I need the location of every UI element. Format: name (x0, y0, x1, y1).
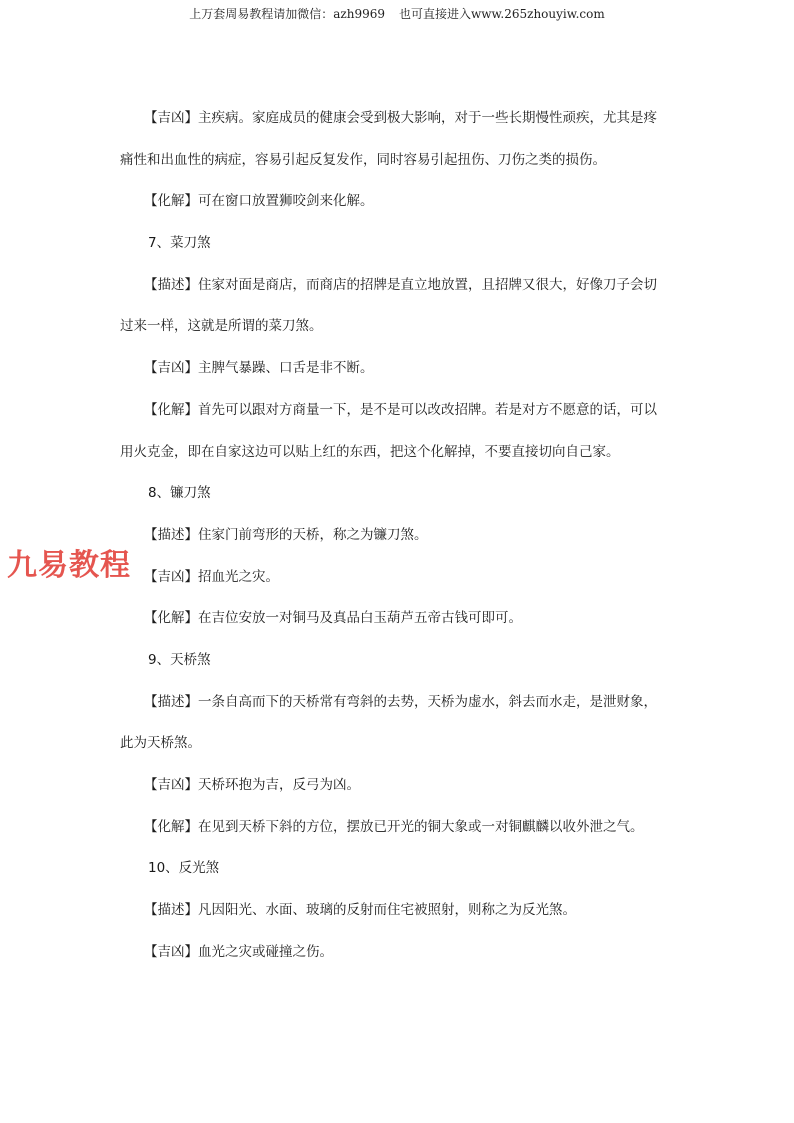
line-text: 【描述】凡因阳光、水面、玻璃的反射而住宅被照射，则称之为反光煞。 (144, 902, 576, 919)
line-text: 【描述】住家对面是商店，而商店的招牌是直立地放置，且招牌又很大，好像刀子会切 (144, 276, 657, 293)
heading-text: 8、镰刀煞 (148, 485, 211, 502)
paragraph-line (120, 565, 682, 607)
line-text: 【化解】可在窗口放置狮咬剑来化解。 (144, 193, 374, 210)
paragraph-line (120, 398, 682, 440)
document-body (120, 106, 682, 981)
paragraph-line (120, 815, 682, 857)
watermark-logo: 九易教程 (7, 548, 131, 583)
line-text: 【描述】一条自高而下的天桥常有弯斜的去势，天桥为虚水，斜去而水走，是泄财象， (144, 693, 657, 710)
paragraph-line (120, 773, 682, 815)
paragraph-line (120, 356, 682, 398)
paragraph-line (120, 523, 682, 565)
heading-text: 7、菜刀煞 (148, 235, 211, 252)
paragraph-line (120, 273, 682, 315)
line-text: 【吉凶】主疾病。家庭成员的健康会受到极大影响，对于一些长期慢性顽疾，尤其是疼 (144, 110, 657, 126)
paragraph-line (120, 940, 682, 982)
section-heading (120, 481, 682, 523)
line-text: 【描述】住家门前弯形的天桥，称之为镰刀煞。 (144, 526, 428, 543)
paragraph-line (120, 898, 682, 940)
paragraph-line (120, 731, 682, 773)
line-text: 【化解】首先可以跟对方商量一下，是不是可以改改招牌。若是对方不愿意的话，可以 (144, 401, 657, 418)
section-heading (120, 231, 682, 273)
header-wechat-text: 上万套周易教程请加微信：azh9969 (189, 7, 386, 21)
line-text: 【吉凶】天桥环抱为吉，反弓为凶。 (144, 777, 360, 793)
header-website-text: 也可直接进入www.265zhouyiw.com (399, 7, 605, 21)
paragraph-line (120, 189, 682, 231)
line-text: 【吉凶】主脾气暴躁、口舌是非不断。 (144, 360, 374, 377)
line-text: 过来一样，这就是所谓的菜刀煞。 (120, 318, 323, 335)
line-text: 用火克金，即在自家这边可以贴上红的东西，把这个化解掉，不要直接切向自己家。 (120, 443, 620, 460)
page-header (0, 5, 794, 22)
paragraph-line (120, 106, 682, 148)
heading-text: 10、反光煞 (148, 860, 220, 877)
paragraph-line (120, 148, 682, 190)
line-text: 【化解】在吉位安放一对铜马及真品白玉葫芦五帝古钱可即可。 (144, 610, 522, 627)
section-heading (120, 648, 682, 690)
line-text: 【化解】在见到天桥下斜的方位，摆放已开光的铜大象或一对铜麒麟以收外泄之气。 (144, 818, 644, 835)
line-text: 【吉凶】血光之灾或碰撞之伤。 (144, 943, 333, 960)
line-text: 此为天桥煞。 (120, 735, 201, 752)
paragraph-line (120, 606, 682, 648)
paragraph-line (120, 440, 682, 482)
line-text: 【吉凶】招血光之灾。 (144, 568, 279, 585)
line-text: 痛性和出血性的病症，容易引起反复发作，同时容易引起扭伤、刀伤之类的损伤。 (120, 151, 606, 168)
paragraph-line (120, 690, 682, 732)
heading-text: 9、天桥煞 (148, 651, 211, 668)
section-heading (120, 856, 682, 898)
paragraph-line (120, 314, 682, 356)
